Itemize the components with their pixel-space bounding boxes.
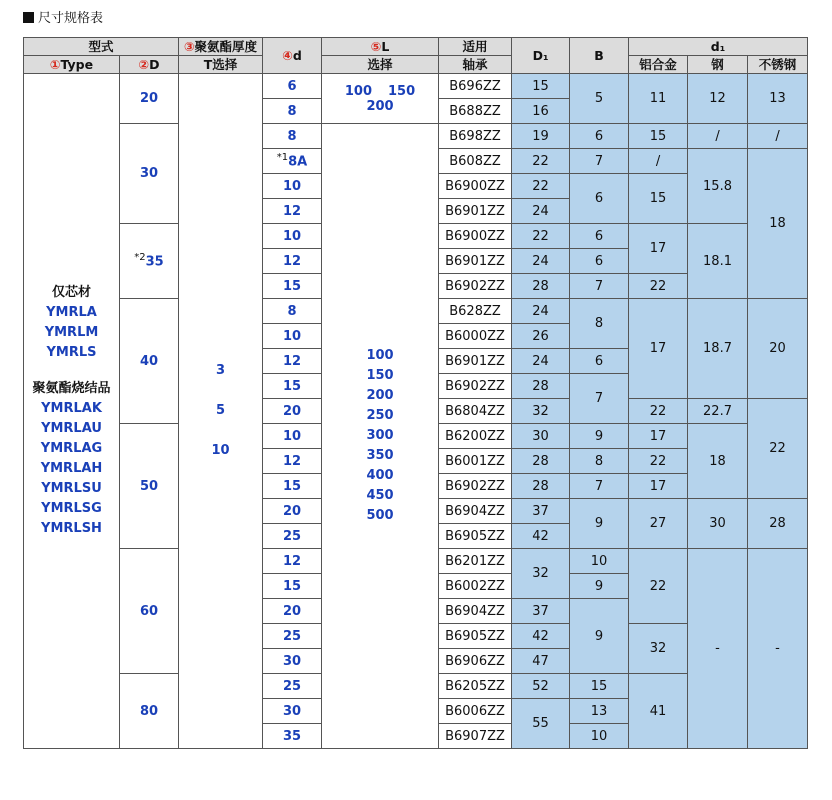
alu-cell: 17 xyxy=(629,299,688,399)
d-cell: 20 xyxy=(263,599,322,624)
D1-cell: 28 xyxy=(512,474,570,499)
B-cell: 6 xyxy=(570,249,629,274)
section-title-text: 尺寸规格表 xyxy=(38,11,104,26)
d-cell: 12 xyxy=(263,349,322,374)
d-cell: 25 xyxy=(263,674,322,699)
alu-cell: 17 xyxy=(629,474,688,499)
stainless-cell: 18 xyxy=(748,149,808,299)
B-cell: 7 xyxy=(570,474,629,499)
d-cell: 10 xyxy=(263,324,322,349)
D1-cell: 28 xyxy=(512,274,570,299)
header-l-select: 选择 xyxy=(322,56,439,74)
header-B: B xyxy=(570,38,629,74)
bearing-cell: B6907ZZ xyxy=(439,724,512,749)
stainless-cell: - xyxy=(748,549,808,749)
bearing-cell: B6904ZZ xyxy=(439,599,512,624)
d-cell: 6 xyxy=(263,74,322,99)
steel-cell: / xyxy=(688,124,748,149)
bearing-cell: B6902ZZ xyxy=(439,274,512,299)
d-cell: 30 xyxy=(263,649,322,674)
d-cell: 8 xyxy=(263,124,322,149)
D-cell: 30 xyxy=(120,124,179,224)
alu-cell: 17 xyxy=(629,224,688,274)
d-cell: 35 xyxy=(263,724,322,749)
D1-cell: 15 xyxy=(512,74,570,99)
B-cell: 8 xyxy=(570,449,629,474)
D1-cell: 28 xyxy=(512,374,570,399)
d-cell-8A: $^{*1}$8A xyxy=(263,149,322,174)
stainless-cell: / xyxy=(748,124,808,149)
bearing-cell: B6804ZZ xyxy=(439,399,512,424)
D1-cell: 22 xyxy=(512,224,570,249)
B-cell: 6 xyxy=(570,224,629,249)
B-cell: 7 xyxy=(570,374,629,424)
B-cell: 10 xyxy=(570,724,629,749)
B-cell: 6 xyxy=(570,174,629,224)
d-cell: 10 xyxy=(263,424,322,449)
bearing-cell: B6906ZZ xyxy=(439,649,512,674)
alu-cell: 17 xyxy=(629,424,688,449)
D1-cell: 24 xyxy=(512,249,570,274)
alu-cell: 15 xyxy=(629,174,688,224)
bearing-cell: B6900ZZ xyxy=(439,174,512,199)
bearing-cell: B628ZZ xyxy=(439,299,512,324)
bearing-cell: B698ZZ xyxy=(439,124,512,149)
header-row-1 xyxy=(24,38,808,56)
B-cell: 5 xyxy=(570,74,629,124)
d-cell: 20 xyxy=(263,399,322,424)
bearing-cell: B6200ZZ xyxy=(439,424,512,449)
square-bullet-icon xyxy=(23,12,34,23)
D-cell: 40 xyxy=(120,299,179,424)
alu-cell: / xyxy=(629,149,688,174)
bearing-cell: B6000ZZ xyxy=(439,324,512,349)
section-title xyxy=(23,11,103,27)
steel-cell: 18.7 xyxy=(688,299,748,399)
D1-cell: 30 xyxy=(512,424,570,449)
bearing-cell: B6902ZZ xyxy=(439,474,512,499)
header-row-2 xyxy=(24,56,808,74)
d-cell: 15 xyxy=(263,574,322,599)
header-bearing-1: 适用 xyxy=(439,38,512,56)
B-cell: 7 xyxy=(570,149,629,174)
D-cell: 20 xyxy=(120,74,179,124)
D1-cell: 52 xyxy=(512,674,570,699)
header-bearing-2: 轴承 xyxy=(439,56,512,74)
steel-cell: 22.7 xyxy=(688,399,748,424)
D1-cell: 22 xyxy=(512,174,570,199)
alu-cell: 22 xyxy=(629,549,688,624)
bearing-cell: B6905ZZ xyxy=(439,624,512,649)
T-cell: 3 5 10 xyxy=(179,74,263,749)
bearing-cell: B6905ZZ xyxy=(439,524,512,549)
header-d: ④d xyxy=(263,38,322,74)
alu-cell: 41 xyxy=(629,674,688,749)
B-cell: 15 xyxy=(570,674,629,699)
L-cell-group1: 100 150200 xyxy=(322,74,439,124)
D1-cell: 26 xyxy=(512,324,570,349)
header-d1: d₁ xyxy=(629,38,808,56)
alu-cell: 22 xyxy=(629,399,688,424)
header-type: ①Type xyxy=(24,56,120,74)
stainless-cell: 13 xyxy=(748,74,808,124)
B-cell: 9 xyxy=(570,599,629,674)
bearing-cell: B6901ZZ xyxy=(439,249,512,274)
D1-cell: 22 xyxy=(512,149,570,174)
D1-cell: 24 xyxy=(512,299,570,324)
d-cell: 12 xyxy=(263,549,322,574)
d-cell: 12 xyxy=(263,449,322,474)
core-only-label: 仅芯材 xyxy=(51,285,91,300)
bearing-cell: B6201ZZ xyxy=(439,549,512,574)
B-cell: 8 xyxy=(570,299,629,349)
B-cell: 9 xyxy=(570,499,629,549)
header-model: 型式 xyxy=(24,38,179,56)
B-cell: 9 xyxy=(570,574,629,599)
bearing-cell: B6901ZZ xyxy=(439,349,512,374)
D-cell: 60 xyxy=(120,549,179,674)
urethane-label: 聚氨酯烧结品 xyxy=(32,381,111,396)
steel-cell: 18 xyxy=(688,424,748,499)
D1-cell: 55 xyxy=(512,699,570,749)
bearing-cell: B6900ZZ xyxy=(439,224,512,249)
bearing-cell: B6904ZZ xyxy=(439,499,512,524)
bearing-cell: B688ZZ xyxy=(439,99,512,124)
B-cell: 6 xyxy=(570,349,629,374)
d-cell: 12 xyxy=(263,199,322,224)
alu-cell: 22 xyxy=(629,449,688,474)
D1-cell: 42 xyxy=(512,524,570,549)
alu-cell: 22 xyxy=(629,274,688,299)
table-row xyxy=(24,74,808,99)
B-cell: 7 xyxy=(570,274,629,299)
d-cell: 25 xyxy=(263,524,322,549)
header-t-select: T选择 xyxy=(179,56,263,74)
steel-cell: 15.8 xyxy=(688,149,748,224)
D1-cell: 24 xyxy=(512,199,570,224)
d-cell: 15 xyxy=(263,474,322,499)
D1-cell: 16 xyxy=(512,99,570,124)
D1-cell: 37 xyxy=(512,599,570,624)
alu-cell: 27 xyxy=(629,499,688,549)
steel-cell: 18.1 xyxy=(688,224,748,299)
D-cell: 80 xyxy=(120,674,179,749)
header-alu: 铝合金 xyxy=(629,56,688,74)
D1-cell: 47 xyxy=(512,649,570,674)
D1-cell: 24 xyxy=(512,349,570,374)
bearing-cell: B6001ZZ xyxy=(439,449,512,474)
B-cell: 6 xyxy=(570,124,629,149)
d-cell: 15 xyxy=(263,374,322,399)
bearing-cell: B6006ZZ xyxy=(439,699,512,724)
D1-cell: 42 xyxy=(512,624,570,649)
bearing-cell: B608ZZ xyxy=(439,149,512,174)
table-row xyxy=(24,124,808,149)
d-cell: 8 xyxy=(263,99,322,124)
header-L: ⑤L xyxy=(322,38,439,56)
d-cell: 8 xyxy=(263,299,322,324)
d-cell: 30 xyxy=(263,699,322,724)
d-cell: 10 xyxy=(263,224,322,249)
bearing-cell: B696ZZ xyxy=(439,74,512,99)
D-cell: 50 xyxy=(120,424,179,549)
header-stainless: 不锈钢 xyxy=(748,56,808,74)
bearing-cell: B6002ZZ xyxy=(439,574,512,599)
d-cell: 20 xyxy=(263,499,322,524)
d-cell: 15 xyxy=(263,274,322,299)
bearing-cell: B6902ZZ xyxy=(439,374,512,399)
bearing-cell: B6901ZZ xyxy=(439,199,512,224)
d-cell: 10 xyxy=(263,174,322,199)
D-cell-35: $^{*2}$35 xyxy=(120,224,179,299)
alu-cell: 32 xyxy=(629,624,688,674)
L-cell-group2: 100 150 200 250 300 350 400 450 500 xyxy=(322,124,439,749)
alu-cell: 15 xyxy=(629,124,688,149)
steel-cell: 30 xyxy=(688,499,748,549)
header-steel: 钢 xyxy=(688,56,748,74)
type-cell: 仅芯材 YMRLA YMRLM YMRLS 聚氨酯烧结品 YMRLAK YMRLAU YMRLAG YMRLAH YMRLSU YMRLSG YMRLSH xyxy=(24,74,120,749)
stainless-cell: 22 xyxy=(748,399,808,499)
D1-cell: 37 xyxy=(512,499,570,524)
B-cell: 9 xyxy=(570,424,629,449)
steel-cell: 12 xyxy=(688,74,748,124)
d-cell: 12 xyxy=(263,249,322,274)
spec-table xyxy=(23,37,808,749)
stainless-cell: 20 xyxy=(748,299,808,399)
stainless-cell: 28 xyxy=(748,499,808,549)
B-cell: 13 xyxy=(570,699,629,724)
bearing-cell: B6205ZZ xyxy=(439,674,512,699)
steel-cell: - xyxy=(688,549,748,749)
header-D: ②D xyxy=(120,56,179,74)
header-thickness: ③聚氨酯厚度 xyxy=(179,38,263,56)
D1-cell: 28 xyxy=(512,449,570,474)
alu-cell: 11 xyxy=(629,74,688,124)
D1-cell: 32 xyxy=(512,549,570,599)
header-D1: D₁ xyxy=(512,38,570,74)
B-cell: 10 xyxy=(570,549,629,574)
d-cell: 25 xyxy=(263,624,322,649)
D1-cell: 32 xyxy=(512,399,570,424)
D1-cell: 19 xyxy=(512,124,570,149)
